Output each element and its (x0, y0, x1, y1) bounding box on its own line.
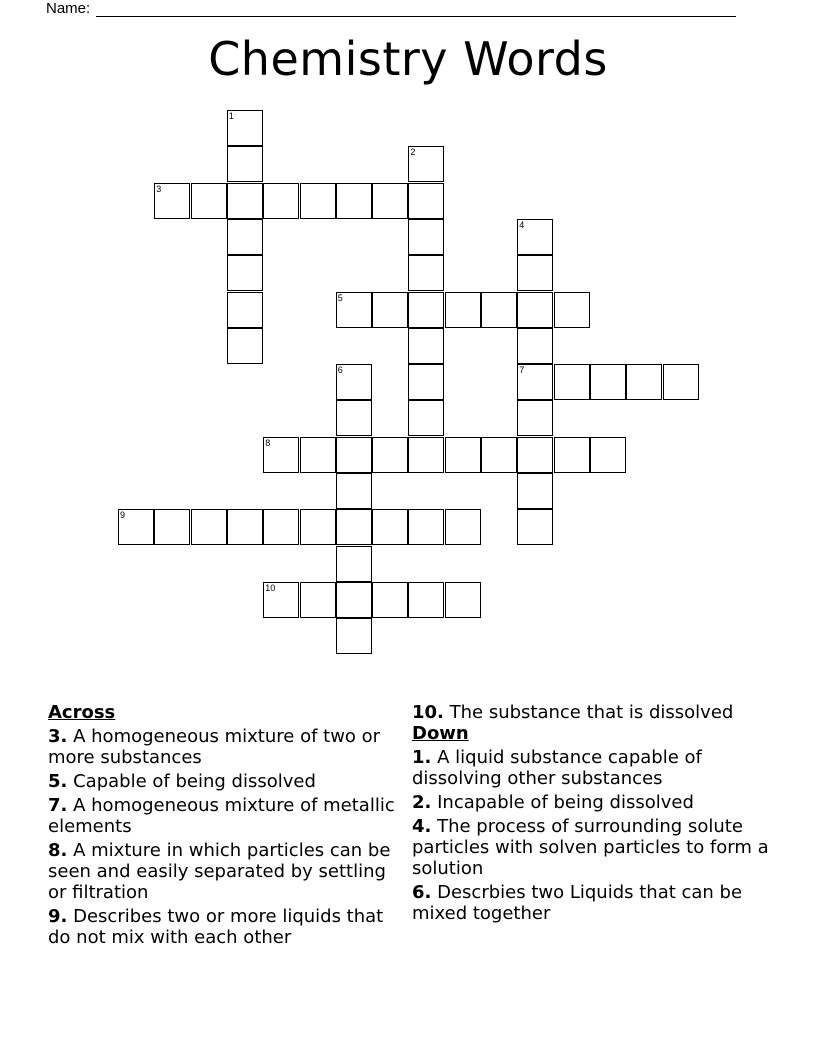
grid-cell[interactable] (554, 364, 590, 400)
grid-cell[interactable] (445, 437, 481, 473)
grid-cell[interactable] (408, 437, 444, 473)
grid-cell[interactable] (336, 582, 372, 618)
grid-cell[interactable] (227, 110, 263, 146)
clue-across-3: 3. A homogeneous mixture of two or more substances (48, 726, 381, 768)
grid-cell[interactable] (481, 292, 517, 328)
grid-cell[interactable] (154, 183, 190, 219)
grid-cell[interactable] (336, 437, 372, 473)
grid-cell[interactable] (517, 219, 553, 255)
grid-cell[interactable] (408, 292, 444, 328)
grid-cell[interactable] (336, 183, 372, 219)
grid-cell[interactable] (154, 509, 190, 545)
grid-cell[interactable] (336, 400, 372, 436)
clue-across-9: 9. Describes two or more liquids that do not mix with each other (48, 906, 384, 948)
grid-cell[interactable] (336, 364, 372, 400)
grid-cell[interactable] (517, 364, 553, 400)
clue-down-1: 1. A liquid substance capable of dissolving other substances (412, 747, 702, 789)
grid-cell[interactable] (408, 364, 444, 400)
grid-cell[interactable] (372, 292, 408, 328)
grid-cell[interactable] (336, 292, 372, 328)
grid-cell[interactable] (336, 509, 372, 545)
grid-cell[interactable] (517, 328, 553, 364)
grid-cell[interactable] (372, 582, 408, 618)
grid-cell[interactable] (408, 328, 444, 364)
grid-cell[interactable] (372, 183, 408, 219)
grid-cell[interactable] (263, 437, 299, 473)
grid-cell[interactable] (408, 183, 444, 219)
clue-number: 5 (337, 292, 343, 303)
grid-cell[interactable] (590, 437, 626, 473)
grid-cell[interactable] (191, 509, 227, 545)
grid-cell[interactable] (517, 509, 553, 545)
grid-cell[interactable] (300, 582, 336, 618)
grid-cell[interactable] (227, 146, 263, 182)
clue-number: 3 (156, 183, 162, 194)
grid-cell[interactable] (517, 292, 553, 328)
grid-cell[interactable] (517, 255, 553, 291)
grid-cell[interactable] (300, 509, 336, 545)
grid-cell[interactable] (300, 183, 336, 219)
grid-cell[interactable] (408, 400, 444, 436)
grid-cell[interactable] (227, 328, 263, 364)
clue-number: 10 (265, 582, 276, 593)
grid-cell[interactable] (263, 509, 299, 545)
grid-cell[interactable] (118, 509, 154, 545)
grid-cell[interactable] (227, 183, 263, 219)
grid-cell[interactable] (300, 437, 336, 473)
clue-number: 8 (265, 437, 271, 448)
clue-across-8: 8. A mixture in which particles can be seen and easily separated by settling or filtration (48, 840, 391, 903)
clues-left-column (48, 702, 406, 951)
grid-cell[interactable] (227, 509, 263, 545)
grid-cell[interactable] (263, 183, 299, 219)
grid-cell[interactable] (336, 473, 372, 509)
grid-cell[interactable] (408, 255, 444, 291)
clue-number: 1 (228, 111, 234, 121)
grid-cell[interactable] (626, 364, 662, 400)
clue-number: 6 (337, 365, 343, 376)
grid-cell[interactable] (191, 183, 227, 219)
grid-cell[interactable] (408, 509, 444, 545)
clue-down-6: 6. Descrbies two Liquids that can be mixed together (412, 882, 743, 924)
grid-cell[interactable] (554, 437, 590, 473)
clues-right-column (412, 702, 782, 927)
grid-cell[interactable] (445, 582, 481, 618)
clue-across-10: 10. The substance that is dissolved (412, 702, 734, 723)
clue-number: 7 (519, 365, 525, 376)
clue-number: 9 (120, 510, 126, 521)
grid-cell[interactable] (408, 146, 444, 182)
grid-cell[interactable] (336, 546, 372, 582)
grid-cell[interactable] (663, 364, 699, 400)
grid-cell[interactable] (517, 437, 553, 473)
across-heading: Across (48, 702, 116, 723)
grid-cell[interactable] (336, 618, 372, 654)
clue-number: 4 (519, 219, 525, 230)
down-heading: Down (412, 723, 469, 744)
grid-cell[interactable] (445, 509, 481, 545)
page-title: Chemistry Words (208, 32, 608, 86)
clue-across-5: 5. Capable of being dissolved (48, 771, 316, 792)
grid-cell[interactable] (481, 437, 517, 473)
grid-cell[interactable] (227, 292, 263, 328)
clue-across-7: 7. A homogeneous mixture of metallic elements (48, 795, 395, 837)
grid-cell[interactable] (263, 582, 299, 618)
grid-cell[interactable] (408, 219, 444, 255)
grid-cell[interactable] (227, 219, 263, 255)
grid-cell[interactable] (227, 255, 263, 291)
grid-cell[interactable] (517, 400, 553, 436)
grid-cell[interactable] (372, 509, 408, 545)
grid-cell[interactable] (554, 292, 590, 328)
grid-cell[interactable] (372, 437, 408, 473)
grid-cell[interactable] (445, 292, 481, 328)
grid-cell[interactable] (517, 473, 553, 509)
clue-number: 2 (410, 147, 416, 158)
grid-cell[interactable] (408, 582, 444, 618)
grid-cell[interactable] (590, 364, 626, 400)
clue-down-2: 2. Incapable of being dissolved (412, 792, 694, 813)
name-label: Name: (46, 0, 91, 17)
clue-down-4: 4. The process of surrounding solute particles with solven particles to form a solution (412, 816, 769, 879)
